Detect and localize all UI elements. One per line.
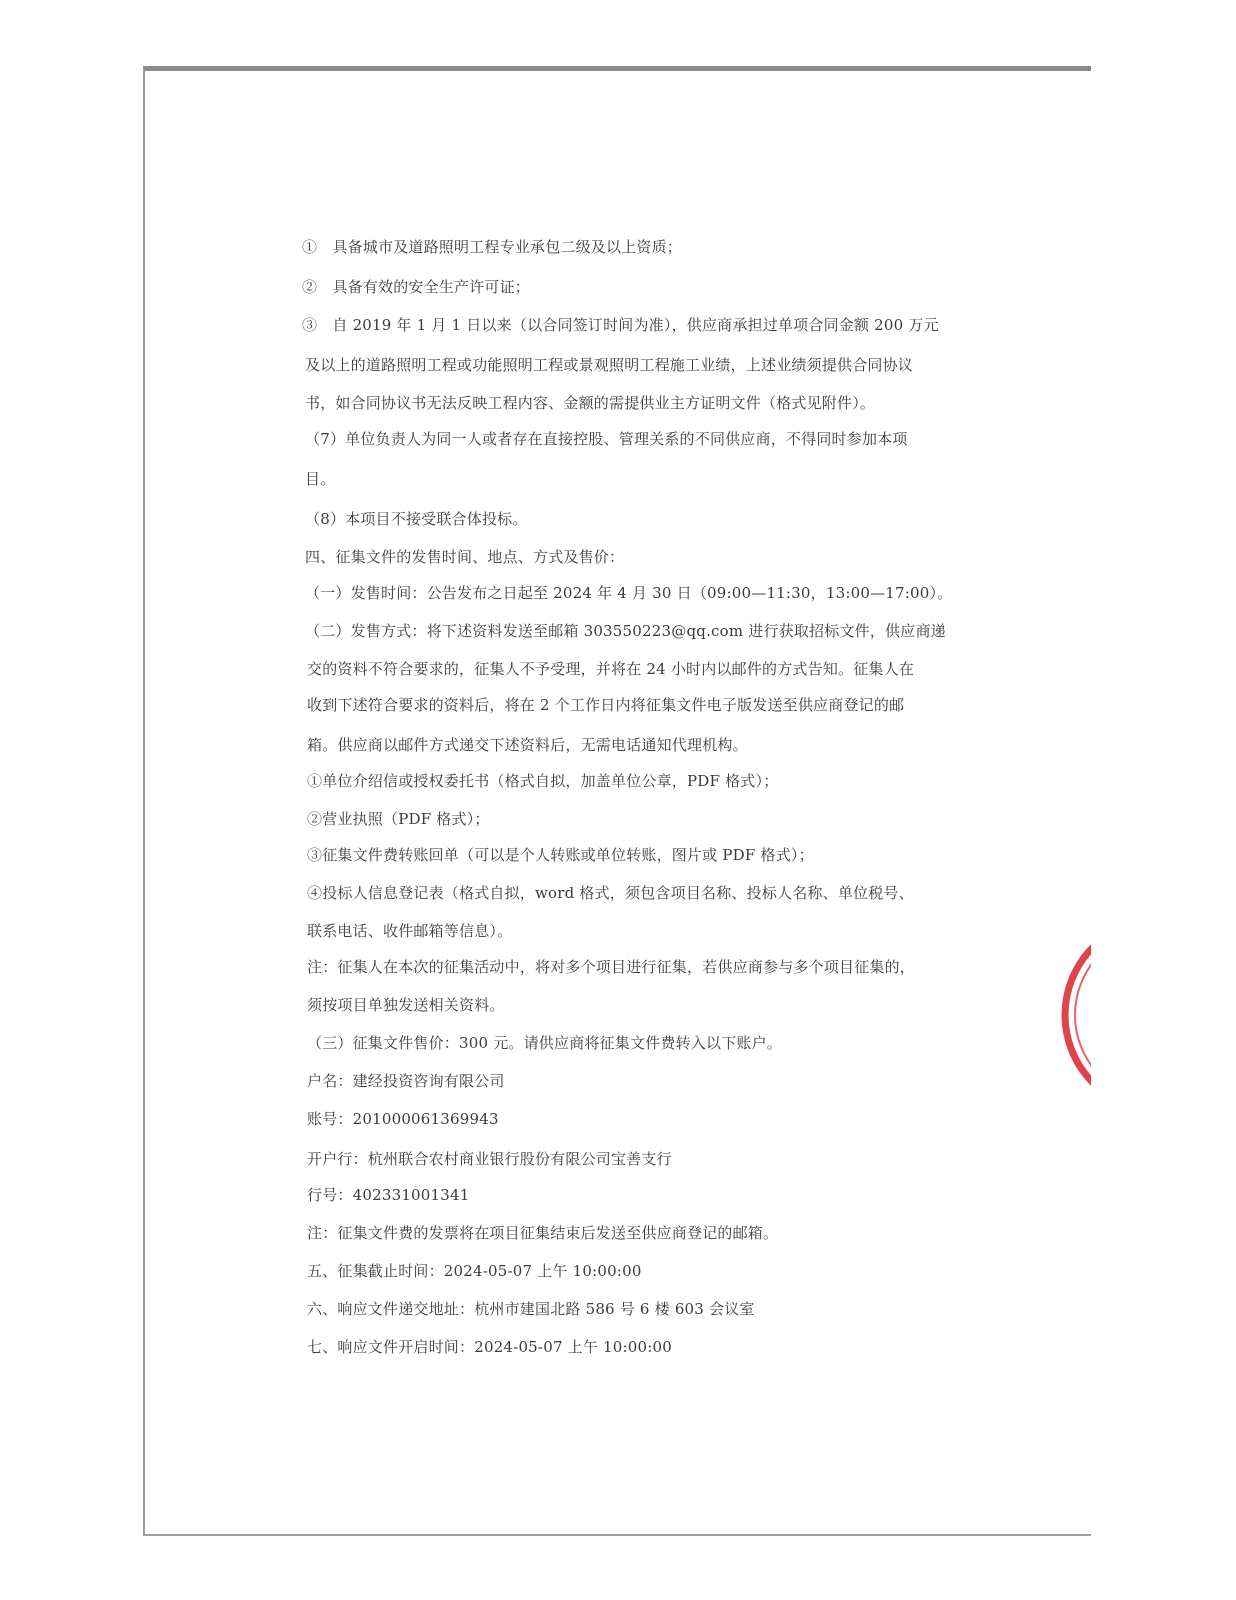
text-line: （三）征集文件售价：300 元。请供应商将征集文件费转入以下账户。 [307,1034,783,1052]
text-line: （8）本项目不接受联合体投标。 [305,510,528,528]
text-line: 注：征集文件费的发票将在项目征集结束后发送至供应商登记的邮箱。 [307,1224,779,1242]
text-line: ①单位介绍信或授权委托书（格式自拟，加盖单位公章，PDF 格式）； [307,772,779,790]
text-line: 及以上的道路照明工程或功能照明工程或景观照明工程施工业绩，上述业绩须提供合同协议 [305,356,914,374]
text-line: ③征集文件费转账回单（可以是个人转账或单位转账，图片或 PDF 格式）； [307,846,814,864]
text-line: 七、响应文件开启时间：2024-05-07 上午 10:00:00 [307,1338,672,1356]
text-line: 书，如合同协议书无法反映工程内容、金额的需提供业主方证明文件（格式见附件）。 [305,394,876,412]
text-line: 联系电话、收件邮箱等信息）。 [307,922,513,940]
text-line: 四、征集文件的发售时间、地点、方式及售价： [305,548,625,566]
text-line: 箱。供应商以邮件方式递交下述资料后，无需电话通知代理机构。 [307,736,748,754]
text-line: 注：征集人在本次的征集活动中，将对多个项目进行征集，若供应商参与多个项目征集的， [307,958,916,976]
text-line: 户名：建经投资咨询有限公司 [307,1072,505,1090]
text-line: 行号：402331001341 [307,1186,470,1204]
text-line: 开户行：杭州联合农村商业银行股份有限公司宝善支行 [307,1150,672,1168]
text-line: ③ 自 2019 年 1 月 1 日以来（以合同签订时间为准），供应商承担过单项合同金额 200 万元 [302,316,939,334]
text-line: 六、响应文件递交地址：杭州市建国北路 586 号 6 楼 603 会议室 [307,1300,755,1318]
text-line: 交的资料不符合要求的，征集人不予受理，并将在 24 小时内以邮件的方式告知。征集人在 [307,660,915,678]
text-line: ① 具备城市及道路照明工程专业承包二级及以上资质； [302,238,683,256]
text-line: （7）单位负责人为同一人或者存在直接控股、管理关系的不同供应商，不得同时参加本项 [305,430,908,448]
text-line: 须按项目单独发送相关资料。 [307,996,505,1014]
text-line: （二）发售方式：将下述资料发送至邮箱 303550223@qq.com 进行获取招标文件，供应商递 [305,622,946,640]
text-line: ④投标人信息登记表（格式自拟，word 格式，须包含项目名称、投标人名称、单位税号、 [307,884,914,902]
text-line: 目。 [305,470,336,488]
text-line: 五、征集截止时间：2024-05-07 上午 10:00:00 [307,1262,642,1280]
text-line: （一）发售时间：公告发布之日起至 2024 年 4 月 30 日（09:00—11:30，13:00—17:00）。 [305,584,953,602]
text-line: 账号：201000061369943 [307,1110,499,1128]
seal-ring [1065,919,1091,1111]
text-line: 收到下述符合要求的资料后，将在 2 个工作日内将征集文件电子版发送至供应商登记的邮 [307,696,905,714]
company-seal-stamp: 投 33010 [1053,905,1091,1125]
paper-sheet [143,66,1165,1536]
text-line: ② 具备有效的安全生产许可证； [302,278,531,296]
text-line: ②营业执照（PDF 格式）； [307,810,490,828]
